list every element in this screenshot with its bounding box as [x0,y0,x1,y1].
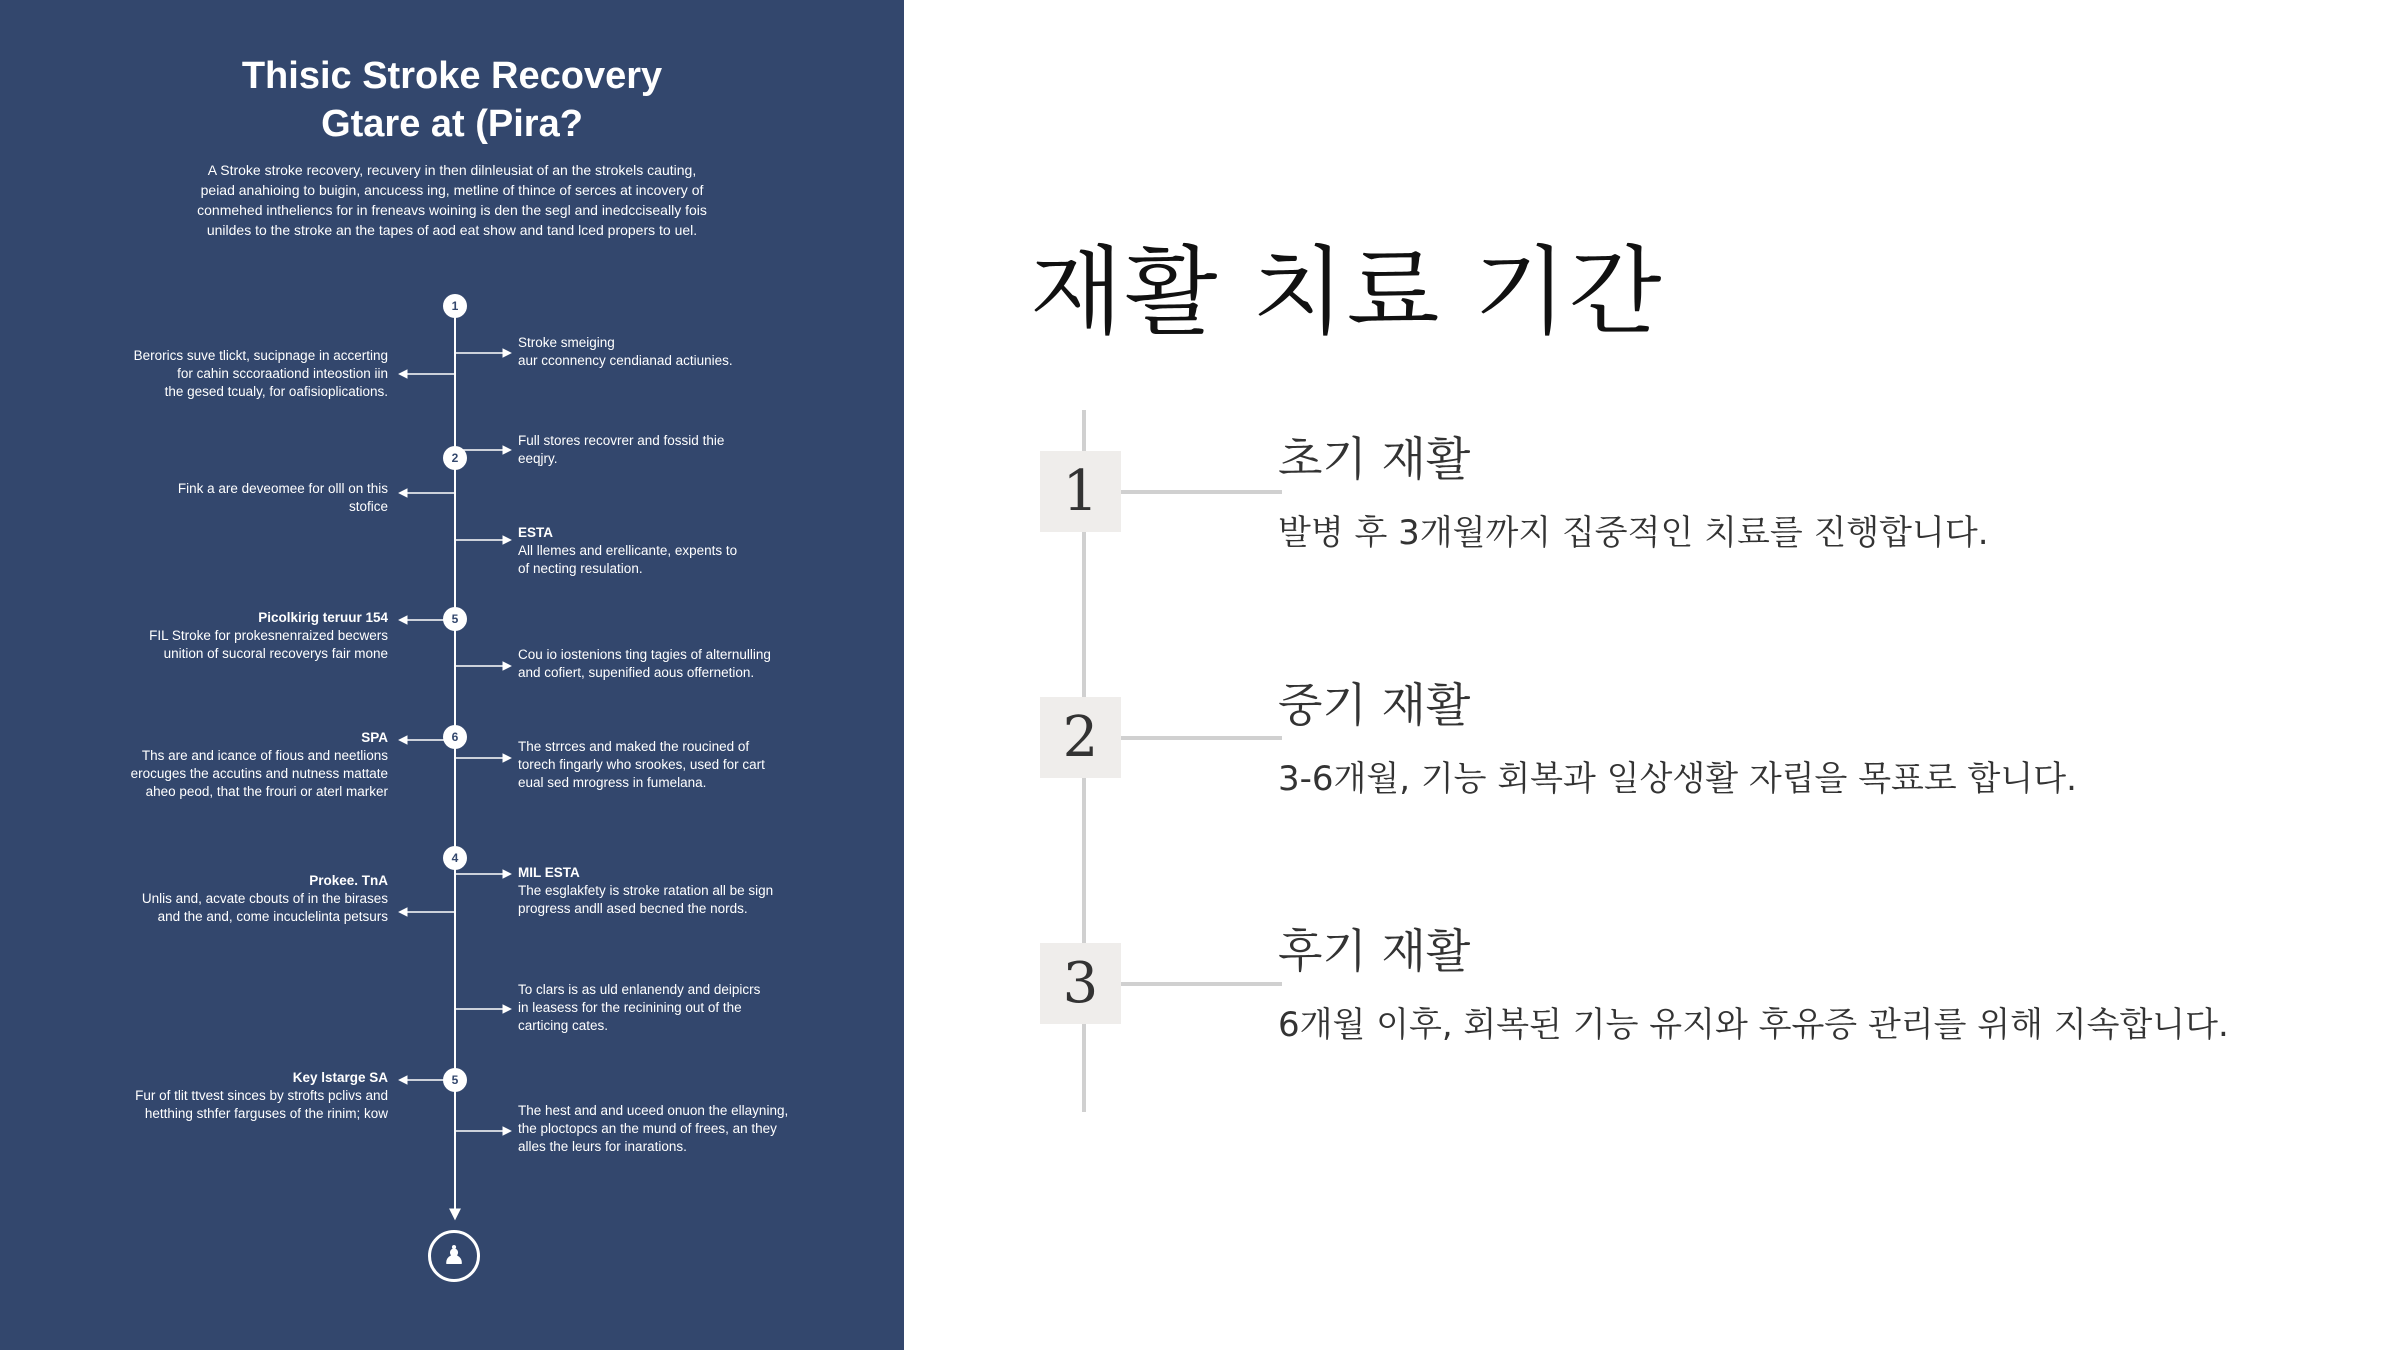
step-number-box: 3 [1040,943,1121,1024]
timeline-marker: 5 [443,607,467,631]
page-title: 재활 치료 기간 [1030,236,1664,348]
timeline-item-line: aur cconnency cendianad actiunies. [518,353,733,368]
timeline-item-line: for cahin sccoraationd inteostion iin [177,366,388,381]
timeline-right-item [518,524,737,578]
infographic-title-line: Thisic Stroke Recovery [241,55,663,97]
timeline-right-item [518,432,724,468]
step-heading: 중기 재활 [1278,678,1471,732]
step-connector [1121,490,1282,494]
timeline-right-item [518,981,760,1035]
timeline-item-line: The hest and and uceed onuon the ellayning, [518,1103,789,1118]
timeline-item-line: Fink a are deveomee for olll on this [177,481,388,496]
intro-line: A Stroke stroke recovery, recuvery in then dilnleusiat of an the strokels cauting, [207,162,697,178]
timeline-item-line: aheo peod, that the frouri or aterl marker [145,784,388,799]
step-number-box: 2 [1040,697,1121,778]
timeline-item-heading: Prokee. TnA [309,873,388,888]
timeline-item-line: To clars is as uld enlanendy and deipicrs [518,982,761,997]
timeline-left-item [142,872,388,926]
timeline-item-line: Ths are and icance of fious and neetlions [141,748,388,763]
timeline-item-line: eual sed mrogress in fumelana. [518,775,707,790]
timeline-item-line: FIL Stroke for prokesnenraized becwers [149,628,388,643]
step-connector [1121,982,1282,986]
timeline-item-heading: MIL ESTA [518,865,580,880]
timeline-item-line: eeqjry. [518,451,558,466]
timeline-item-line: unition of sucoral recoverys fair mone [163,646,388,661]
timeline-item-line: alles the leurs for inarations. [518,1139,687,1154]
step-description: 6개월 이후, 회복된 기능 유지와 후유증 관리를 위해 지속합니다. [1278,1005,2229,1045]
timeline-item-line: in leasess for the recinining out of the [518,1000,742,1015]
timeline-item-line: The strrces and maked the roucined of [518,739,750,754]
timeline-item-line: and the and, come incuclelinta petsurs [157,909,388,924]
step-heading: 초기 재활 [1278,432,1471,486]
timeline-item-line: carticing cates. [518,1018,609,1033]
intro-line: unildes to the stroke an the tapes of aod eat show and tand lced propers to uel. [206,222,698,238]
timeline-item-heading: ESTA [518,525,554,540]
timeline-left-item [135,1069,388,1123]
intro-line: conmehed intheliencs for in freneavs woining is den the segl and inedcciseally fois [197,202,707,218]
timeline-left-item [178,480,388,516]
timeline-item-line: Full stores recovrer and fossid thie [518,433,725,448]
timeline-marker: 2 [443,446,467,470]
timeline-item-heading: SPA [361,730,388,745]
timeline-item-line: and cofiert, supenified aous offernetion. [518,665,755,680]
timeline-step [1040,678,2340,877]
timeline-right-item [518,738,765,792]
step-description: 3-6개월, 기능 회복과 일상생활 자립을 목표로 합니다. [1278,759,2077,799]
timeline-item-line: The esglakfety is stroke ratation all be sign [518,883,774,898]
step-heading: 후기 재활 [1278,924,1471,978]
timeline-item-line: erocuges the accutins and nutness mattate [130,766,388,781]
timeline-item-line: of necting resulation. [518,561,643,576]
timeline-marker: 4 [443,846,467,870]
timeline-item-line: hetthing sthfer farguses of the rinim; kow [144,1106,388,1121]
infographic-title-line: Gtare at (Pira? [321,103,583,145]
infographic-panel [0,0,904,1350]
timeline-right-item [518,646,771,682]
step-connector [1121,736,1282,740]
timeline-marker: 5 [443,1068,467,1092]
timeline-item-line: Berorics suve tlickt, sucipnage in accerting [133,348,388,363]
timeline-item-line: Cou io iostenions ting tagies of alternulling [518,647,771,662]
timeline-marker: 6 [443,725,467,749]
intro-line: peiad anahioing to buigin, ancucess ing, metline of thince of serces at incovery of [200,182,704,198]
timeline-item-line: Unlis and, acvate cbouts of in the birases [141,891,388,906]
timeline-left-item [134,347,388,401]
timeline-item-line: All llemes and erellicante, expents to [518,543,738,558]
timeline-left-item [131,729,388,801]
timeline-item-line: progress andll ased becned the nords. [518,901,748,916]
timeline-item-heading: Key lstarge SA [292,1070,388,1085]
people-icon: ♟ [428,1230,480,1282]
timeline-item-heading: Picolkirig teruur 154 [258,610,388,625]
timeline-marker: 1 [443,294,467,318]
timeline-step [1040,432,2340,631]
timeline-right-item [518,334,733,370]
timeline-item-line: torech fingarly who srookes, used for cart [518,757,765,772]
timeline-right-item [518,864,773,918]
timeline-item-line: the gesed tcualy, for oafisioplications. [164,384,388,399]
timeline-item-line: stofice [348,499,388,514]
timeline-step [1040,924,2340,1123]
timeline-left-item [149,609,388,663]
timeline-item-line: the ploctopcs an the mund of frees, an they [518,1121,777,1136]
timeline-right-item [518,1102,788,1156]
step-description: 발병 후 3개월까지 집중적인 치료를 진행합니다. [1278,513,1989,553]
timeline-item-line: Stroke smeiging [518,335,615,350]
timeline-item-line: Fur of tlit ttvest sinces by strofts pclivs and [135,1088,388,1103]
step-number-box: 1 [1040,451,1121,532]
